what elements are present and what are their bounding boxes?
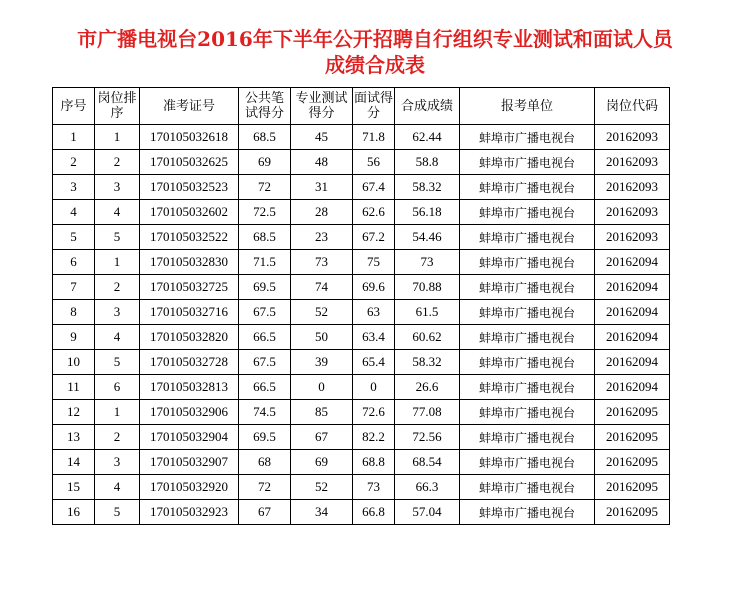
cell-position-code: 20162093 xyxy=(595,125,670,150)
cell-interview-score: 67.2 xyxy=(353,225,395,250)
cell-employer: 蚌埠市广播电视台 xyxy=(460,275,595,300)
cell-seq: 7 xyxy=(53,275,95,300)
table-row xyxy=(53,175,670,200)
cell-rank: 1 xyxy=(95,250,140,275)
cell-ticket-no: 170105032716 xyxy=(140,300,239,325)
cell-rank: 5 xyxy=(95,500,140,525)
cell-interview-score: 66.8 xyxy=(353,500,395,525)
cell-ticket-no: 170105032618 xyxy=(140,125,239,150)
cell-total-score: 58.32 xyxy=(395,175,460,200)
cell-employer: 蚌埠市广播电视台 xyxy=(460,450,595,475)
cell-position-code: 20162094 xyxy=(595,250,670,275)
cell-interview-score: 63 xyxy=(353,300,395,325)
table-row xyxy=(53,475,670,500)
cell-total-score: 56.18 xyxy=(395,200,460,225)
cell-interview-score: 68.8 xyxy=(353,450,395,475)
cell-interview-score: 63.4 xyxy=(353,325,395,350)
page-subtitle: 成绩合成表 xyxy=(325,53,425,77)
cell-employer: 蚌埠市广播电视台 xyxy=(460,150,595,175)
cell-skill-score: 0 xyxy=(291,375,353,400)
cell-skill-score: 45 xyxy=(291,125,353,150)
cell-seq: 8 xyxy=(53,300,95,325)
cell-rank: 3 xyxy=(95,175,140,200)
cell-total-score: 54.46 xyxy=(395,225,460,250)
cell-ticket-no: 170105032625 xyxy=(140,150,239,175)
cell-written-score: 67.5 xyxy=(239,350,291,375)
column-header-rank: 岗位排序 xyxy=(95,88,140,125)
table-row xyxy=(53,250,670,275)
cell-skill-score: 52 xyxy=(291,475,353,500)
table-row xyxy=(53,325,670,350)
cell-rank: 4 xyxy=(95,475,140,500)
cell-total-score: 26.6 xyxy=(395,375,460,400)
cell-written-score: 66.5 xyxy=(239,375,291,400)
page-title: 市广播电视台2016年下半年公开招聘自行组织专业测试和面试人员 xyxy=(77,27,673,51)
cell-employer: 蚌埠市广播电视台 xyxy=(460,325,595,350)
table-body xyxy=(53,125,670,525)
table-row xyxy=(53,450,670,475)
cell-ticket-no: 170105032907 xyxy=(140,450,239,475)
cell-interview-score: 69.6 xyxy=(353,275,395,300)
cell-skill-score: 67 xyxy=(291,425,353,450)
cell-ticket-no: 170105032602 xyxy=(140,200,239,225)
cell-total-score: 57.04 xyxy=(395,500,460,525)
cell-rank: 1 xyxy=(95,400,140,425)
column-header-position-code: 岗位代码 xyxy=(595,88,670,125)
cell-skill-score: 28 xyxy=(291,200,353,225)
cell-skill-score: 73 xyxy=(291,250,353,275)
cell-written-score: 69.5 xyxy=(239,275,291,300)
table-row xyxy=(53,275,670,300)
column-header-interview-score: 面试得分 xyxy=(353,88,395,125)
cell-total-score: 73 xyxy=(395,250,460,275)
cell-position-code: 20162094 xyxy=(595,350,670,375)
cell-seq: 13 xyxy=(53,425,95,450)
cell-ticket-no: 170105032923 xyxy=(140,500,239,525)
cell-written-score: 68.5 xyxy=(239,125,291,150)
cell-employer: 蚌埠市广播电视台 xyxy=(460,400,595,425)
column-header-employer: 报考单位 xyxy=(460,88,595,125)
cell-employer: 蚌埠市广播电视台 xyxy=(460,475,595,500)
table-row xyxy=(53,225,670,250)
cell-employer: 蚌埠市广播电视台 xyxy=(460,200,595,225)
cell-skill-score: 52 xyxy=(291,300,353,325)
cell-rank: 2 xyxy=(95,425,140,450)
column-header-skill-score: 专业测试得分 xyxy=(291,88,353,125)
column-header-written-score: 公共笔试得分 xyxy=(239,88,291,125)
cell-seq: 1 xyxy=(53,125,95,150)
column-header-ticket-no: 准考证号 xyxy=(140,88,239,125)
cell-seq: 3 xyxy=(53,175,95,200)
cell-skill-score: 31 xyxy=(291,175,353,200)
cell-seq: 15 xyxy=(53,475,95,500)
cell-position-code: 20162094 xyxy=(595,375,670,400)
cell-skill-score: 23 xyxy=(291,225,353,250)
cell-position-code: 20162093 xyxy=(595,200,670,225)
cell-employer: 蚌埠市广播电视台 xyxy=(460,175,595,200)
cell-seq: 11 xyxy=(53,375,95,400)
cell-rank: 6 xyxy=(95,375,140,400)
cell-employer: 蚌埠市广播电视台 xyxy=(460,250,595,275)
cell-skill-score: 74 xyxy=(291,275,353,300)
cell-employer: 蚌埠市广播电视台 xyxy=(460,425,595,450)
cell-ticket-no: 170105032830 xyxy=(140,250,239,275)
cell-interview-score: 0 xyxy=(353,375,395,400)
cell-total-score: 60.62 xyxy=(395,325,460,350)
cell-written-score: 67 xyxy=(239,500,291,525)
cell-written-score: 72.5 xyxy=(239,200,291,225)
score-table xyxy=(52,87,670,525)
cell-employer: 蚌埠市广播电视台 xyxy=(460,350,595,375)
cell-rank: 5 xyxy=(95,225,140,250)
cell-written-score: 68 xyxy=(239,450,291,475)
cell-rank: 4 xyxy=(95,200,140,225)
cell-seq: 10 xyxy=(53,350,95,375)
cell-written-score: 67.5 xyxy=(239,300,291,325)
cell-interview-score: 62.6 xyxy=(353,200,395,225)
cell-total-score: 58.32 xyxy=(395,350,460,375)
cell-skill-score: 48 xyxy=(291,150,353,175)
cell-employer: 蚌埠市广播电视台 xyxy=(460,500,595,525)
table-row xyxy=(53,125,670,150)
table-row xyxy=(53,425,670,450)
table-row xyxy=(53,375,670,400)
table-row xyxy=(53,300,670,325)
cell-interview-score: 75 xyxy=(353,250,395,275)
cell-interview-score: 56 xyxy=(353,150,395,175)
cell-written-score: 66.5 xyxy=(239,325,291,350)
cell-seq: 12 xyxy=(53,400,95,425)
cell-total-score: 68.54 xyxy=(395,450,460,475)
cell-total-score: 62.44 xyxy=(395,125,460,150)
cell-skill-score: 39 xyxy=(291,350,353,375)
cell-interview-score: 82.2 xyxy=(353,425,395,450)
cell-total-score: 72.56 xyxy=(395,425,460,450)
table-row xyxy=(53,150,670,175)
cell-interview-score: 73 xyxy=(353,475,395,500)
cell-interview-score: 72.6 xyxy=(353,400,395,425)
cell-employer: 蚌埠市广播电视台 xyxy=(460,375,595,400)
cell-position-code: 20162095 xyxy=(595,400,670,425)
cell-ticket-no: 170105032920 xyxy=(140,475,239,500)
table-row xyxy=(53,400,670,425)
cell-ticket-no: 170105032728 xyxy=(140,350,239,375)
cell-position-code: 20162094 xyxy=(595,275,670,300)
cell-rank: 2 xyxy=(95,275,140,300)
cell-position-code: 20162095 xyxy=(595,475,670,500)
cell-written-score: 69.5 xyxy=(239,425,291,450)
cell-position-code: 20162094 xyxy=(595,300,670,325)
cell-employer: 蚌埠市广播电视台 xyxy=(460,300,595,325)
cell-position-code: 20162094 xyxy=(595,325,670,350)
column-header-seq: 序号 xyxy=(53,88,95,125)
cell-position-code: 20162095 xyxy=(595,425,670,450)
cell-seq: 14 xyxy=(53,450,95,475)
cell-ticket-no: 170105032904 xyxy=(140,425,239,450)
cell-seq: 16 xyxy=(53,500,95,525)
cell-total-score: 70.88 xyxy=(395,275,460,300)
cell-written-score: 72 xyxy=(239,475,291,500)
cell-seq: 4 xyxy=(53,200,95,225)
cell-seq: 5 xyxy=(53,225,95,250)
cell-ticket-no: 170105032725 xyxy=(140,275,239,300)
cell-written-score: 71.5 xyxy=(239,250,291,275)
cell-rank: 3 xyxy=(95,300,140,325)
cell-rank: 1 xyxy=(95,125,140,150)
cell-rank: 3 xyxy=(95,450,140,475)
cell-ticket-no: 170105032906 xyxy=(140,400,239,425)
cell-skill-score: 50 xyxy=(291,325,353,350)
cell-written-score: 68.5 xyxy=(239,225,291,250)
cell-seq: 6 xyxy=(53,250,95,275)
cell-position-code: 20162095 xyxy=(595,450,670,475)
cell-position-code: 20162093 xyxy=(595,225,670,250)
cell-interview-score: 65.4 xyxy=(353,350,395,375)
cell-ticket-no: 170105032522 xyxy=(140,225,239,250)
cell-seq: 2 xyxy=(53,150,95,175)
table-row xyxy=(53,500,670,525)
table-row xyxy=(53,350,670,375)
cell-written-score: 74.5 xyxy=(239,400,291,425)
cell-interview-score: 67.4 xyxy=(353,175,395,200)
table-header-row xyxy=(53,88,670,125)
cell-ticket-no: 170105032523 xyxy=(140,175,239,200)
cell-employer: 蚌埠市广播电视台 xyxy=(460,225,595,250)
cell-total-score: 77.08 xyxy=(395,400,460,425)
cell-written-score: 69 xyxy=(239,150,291,175)
cell-total-score: 66.3 xyxy=(395,475,460,500)
cell-position-code: 20162093 xyxy=(595,175,670,200)
cell-seq: 9 xyxy=(53,325,95,350)
cell-rank: 2 xyxy=(95,150,140,175)
cell-ticket-no: 170105032813 xyxy=(140,375,239,400)
cell-ticket-no: 170105032820 xyxy=(140,325,239,350)
cell-rank: 5 xyxy=(95,350,140,375)
cell-total-score: 58.8 xyxy=(395,150,460,175)
cell-total-score: 61.5 xyxy=(395,300,460,325)
cell-interview-score: 71.8 xyxy=(353,125,395,150)
cell-skill-score: 85 xyxy=(291,400,353,425)
cell-employer: 蚌埠市广播电视台 xyxy=(460,125,595,150)
cell-skill-score: 69 xyxy=(291,450,353,475)
cell-written-score: 72 xyxy=(239,175,291,200)
column-header-total-score: 合成成绩 xyxy=(395,88,460,125)
table-row xyxy=(53,200,670,225)
cell-rank: 4 xyxy=(95,325,140,350)
cell-position-code: 20162095 xyxy=(595,500,670,525)
cell-position-code: 20162093 xyxy=(595,150,670,175)
cell-skill-score: 34 xyxy=(291,500,353,525)
